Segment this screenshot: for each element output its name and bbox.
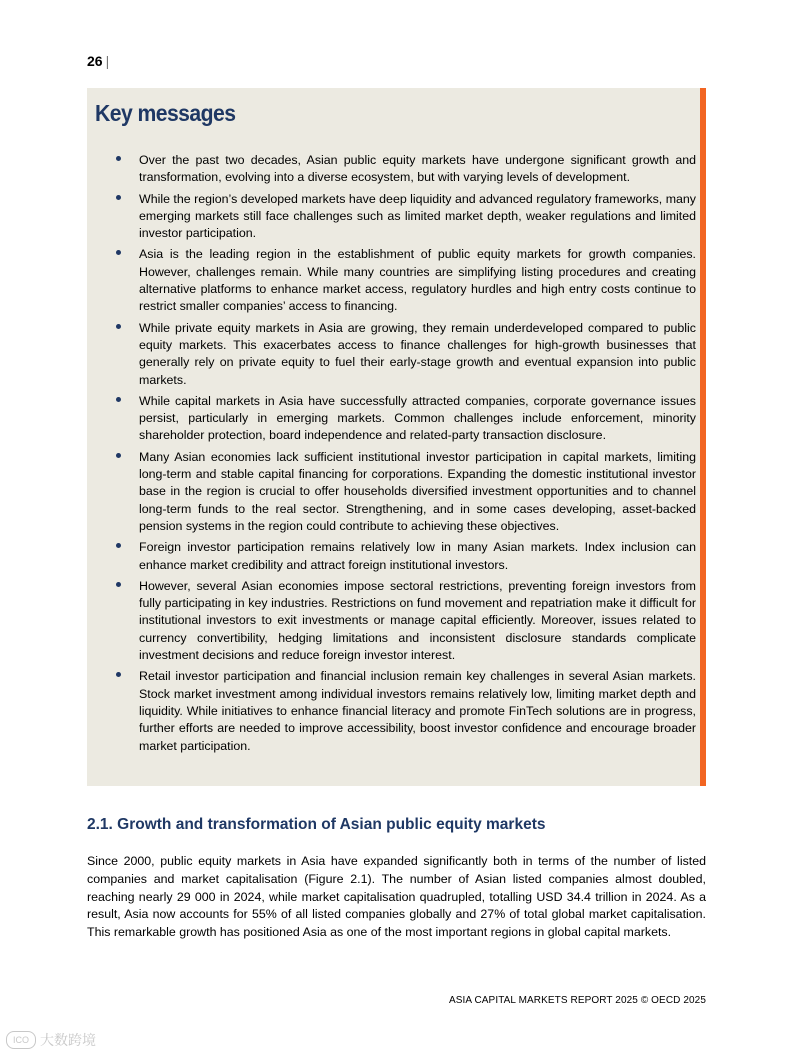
key-message-item xyxy=(109,668,696,754)
bullet-icon xyxy=(116,195,121,200)
key-message-item xyxy=(109,320,696,389)
bullet-icon xyxy=(116,543,121,548)
page-footer: ASIA CAPITAL MARKETS REPORT 2025 © OECD 2025 xyxy=(448,995,706,1006)
key-message-item xyxy=(109,246,696,315)
key-message-text: While capital markets in Asia have successfully attracted companies, corporate governance issues persist, particularly in emerging markets. Common challenges include enforcement, minority shareholder protection, board independence and related-party transaction disclosure. xyxy=(139,393,696,443)
page-number-separator: | xyxy=(105,53,110,69)
page-number xyxy=(87,52,109,70)
key-message-text: Asia is the leading region in the establishment of public equity markets for growth companies. However, challenges remain. While many countries are simplifying listing procedures and creating alternative platforms to enhance market access, regulatory hurdles and high entry costs continue to restrict smaller companies’ access to financing. xyxy=(139,247,696,314)
key-message-text: However, several Asian economies impose sectoral restrictions, preventing foreign investors from fully participating in key industries. Restrictions on fund movement and repatriation make it difficult for institutional investors to exit investments or manage capital efficiently. Moreover, issues related to currency convertibility, hedging limitations and inconsistent disclosure standards complicate investment decisions and reduce foreign investor interest. xyxy=(139,578,696,663)
key-message-item xyxy=(109,152,696,187)
bullet-icon xyxy=(116,453,121,458)
watermark-logo-icon: ICO xyxy=(6,1031,36,1049)
key-message-text: Foreign investor participation remains relatively low in many Asian markets. Index inclusion can enhance market credibility and attract foreign institutional investors. xyxy=(139,540,696,572)
key-message-text: Many Asian economies lack sufficient institutional investor participation in capital markets, limiting long-term and stable capital financing for corporations. Expanding the domestic institutional investor base in the region is crucial to offer households diversified investment opportunities and to channel long-term funds to the real sector. Strengthening, and in some cases developing, asset-backed pension systems in the region could contribute to achieving these objectives. xyxy=(139,449,696,533)
key-messages-list xyxy=(109,152,696,759)
page-number-value: 26 xyxy=(87,53,103,69)
key-message-item xyxy=(109,191,696,243)
key-message-text: Over the past two decades, Asian public equity markets have undergone significant growth and transformation, evolving into a diverse ecosystem, but with varying levels of development. xyxy=(139,153,696,185)
bullet-icon xyxy=(116,324,121,329)
watermark xyxy=(6,1030,96,1050)
bullet-icon xyxy=(116,672,121,677)
key-message-item xyxy=(109,393,696,445)
bullet-icon xyxy=(116,397,121,402)
key-message-item xyxy=(109,578,696,664)
key-message-text: While private equity markets in Asia are growing, they remain underdeveloped compared to public equity markets. This exacerbates access to finance challenges for high-growth businesses that generally rely on private equity to fuel their early-stage growth and eventual expansion into public markets. xyxy=(139,320,696,387)
key-message-item xyxy=(109,539,696,574)
bullet-icon xyxy=(116,250,121,255)
bullet-icon xyxy=(116,582,121,587)
key-message-text: Retail investor participation and financial inclusion remain key challenges in several Asian markets. Stock market investment among individual investors remains relatively low, limiting market depth and liquidity. While initiatives to enhance financial literacy and promote FinTech solutions are in progress, further efforts are needed to improve accessibility, boost investor confidence and encourage broader market participation. xyxy=(139,669,696,753)
bullet-icon xyxy=(116,156,121,161)
key-message-item xyxy=(109,449,696,535)
key-message-text: While the region’s developed markets have deep liquidity and advanced regulatory frameworks, many emerging markets still face challenges such as limited market depth, weaker regulations and limited investor participation. xyxy=(139,191,696,241)
key-messages-box xyxy=(87,88,706,786)
section-heading: 2.1. Growth and transformation of Asian public equity markets xyxy=(87,816,546,833)
body-paragraph: Since 2000, public equity markets in Asia have expanded significantly both in terms of the number of listed companies and market capitalisation (Figure 2.1). The number of Asian listed companies almost doubled, reaching nearly 29 000 in 2024, while market capitalisation quadrupled, totalling USD 34.4 trillion in 2024. As a result, Asia now accounts for 55% of all listed companies globally and 27% of total global market capitalisation. This remarkable growth has positioned Asia as one of the most important regions in global capital markets. xyxy=(87,854,706,940)
key-messages-title: Key messages xyxy=(95,100,236,126)
watermark-text: 大数跨境 xyxy=(40,1032,96,1048)
